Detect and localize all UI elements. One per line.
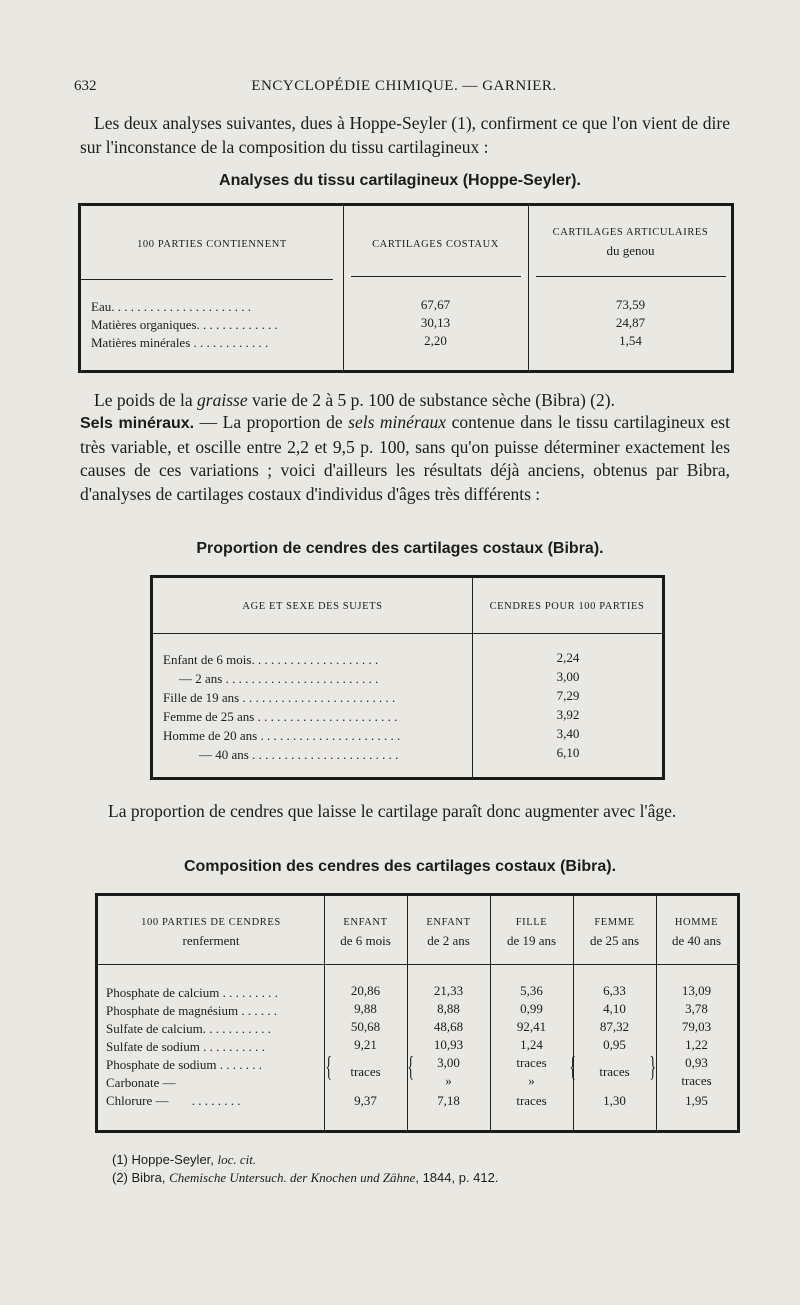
table2 — [150, 575, 665, 780]
graisse-paragraph: Le poids de la graisse varie de 2 à 5 p. 100 de substance sèche (Bibra) (2). — [94, 390, 615, 410]
t3-value: 0,95 — [603, 1037, 626, 1052]
t3-header-col-sub: de 40 ans — [671, 933, 722, 948]
t3-row-label: Phosphate de sodium . . . . . . . — [106, 1057, 262, 1072]
running-title: ENCYCLOPÉDIE CHIMIQUE. — GARNIER. — [251, 78, 557, 94]
t2-value: 3,92 — [556, 707, 580, 722]
t3-header-col-sub: de 25 ans — [589, 933, 640, 948]
t3-row-label: Phosphate de magnésium . . . . . . — [106, 1003, 278, 1018]
t3-header-col-sub: de 2 ans — [427, 933, 470, 948]
t1-header-articulaires: CARTILAGES ARTICULAIRES — [552, 227, 709, 238]
table2-title: Proportion de cendres des cartilages costaux (Bibra). — [196, 540, 604, 557]
t2-value: 6,10 — [556, 745, 580, 760]
t3-value: 6,33 — [603, 983, 626, 998]
footnote: (2) Bibra, Chemische Untersuch. der Knochen und Zähne, 1844, p. 412. — [112, 1170, 499, 1185]
t3-value: 5,36 — [520, 983, 543, 998]
t3-header-col-sub: de 19 ans — [506, 933, 557, 948]
t3-value: traces — [681, 1073, 712, 1088]
t1-articulaires-value: 1,54 — [619, 333, 642, 348]
t3-row-label: Carbonate — — [106, 1075, 176, 1090]
t1-costaux-value: 67,67 — [420, 297, 451, 312]
t3-header-col: FEMME — [594, 917, 635, 928]
t3-header-col: FILLE — [515, 917, 548, 928]
t1-articulaires-value: 24,87 — [615, 315, 646, 330]
t1-articulaires-value: 73,59 — [615, 297, 646, 312]
sels-paragraph: Sels minéraux. — La proportion de sels minéraux contenue dans le tissu cartilagineux est très variable, et oscille entre 2,2 et 9,5 p. 100, sans qu'on puisse déterminer exactement les causes de ces variations ; voici d'ailleurs les résultats déjà anciens, obtenus par Bibra, d'analyses de cartilages costaux d'individus d'âges très différents : — [80, 412, 730, 504]
t2-value: 3,00 — [556, 669, 580, 684]
t3-value: traces — [516, 1093, 547, 1108]
t2-row-label: — 40 ans . . . . . . . . . . . . . . . . . . . . . . . — [199, 747, 399, 762]
t3-value: 3,00 — [437, 1055, 460, 1070]
t2-row-label: Fille de 19 ans . . . . . . . . . . . . . . . . . . . . . . . . — [163, 690, 396, 705]
t3-value: 87,32 — [599, 1019, 630, 1034]
t2-row-label: Homme de 20 ans . . . . . . . . . . . . . . . . . . . . . . — [163, 728, 401, 743]
t3-value: 1,24 — [520, 1037, 543, 1052]
table1 — [78, 203, 734, 373]
t3-header-label-sub: renferment — [182, 933, 240, 948]
t2-row-label: Femme de 25 ans . . . . . . . . . . . . . . . . . . . . . . — [163, 709, 398, 724]
t3-value: 9,88 — [354, 1001, 377, 1016]
t2-header-age: AGE ET SEXE DES SUJETS — [242, 601, 383, 612]
page-header — [74, 76, 734, 100]
page-number: 632 — [74, 78, 97, 94]
t3-merged-traces: traces — [599, 1064, 630, 1079]
t3-value: 4,10 — [603, 1001, 626, 1016]
t3-value: 79,03 — [681, 1019, 712, 1034]
t3-value: 13,09 — [681, 983, 712, 998]
t1-row-label: Eau. . . . . . . . . . . . . . . . . . . . . . — [91, 299, 251, 314]
t3-value: 9,21 — [354, 1037, 377, 1052]
t1-costaux-value: 30,13 — [420, 315, 451, 330]
table3 — [95, 893, 740, 1133]
t3-merged-traces: traces — [350, 1064, 381, 1079]
brace-icon: { — [569, 1052, 577, 1083]
t3-row-label: Phosphate de calcium . . . . . . . . . — [106, 985, 278, 1000]
brace-icon: } — [649, 1052, 657, 1083]
t3-value: 9,37 — [354, 1093, 377, 1108]
t2-header-cendres: CENDRES POUR 100 PARTIES — [489, 601, 645, 612]
table3-title: Composition des cendres des cartilages costaux (Bibra). — [183, 858, 617, 875]
t1-header-parties: 100 PARTIES CONTIENNENT — [137, 239, 287, 250]
t3-header-col: ENFANT — [426, 917, 471, 928]
t1-row-label: Matières minérales . . . . . . . . . . . . — [91, 335, 269, 350]
t1-header-genou: du genou — [606, 243, 655, 258]
t2-value: 3,40 — [556, 726, 580, 741]
t1-row-label: Matières organiques. . . . . . . . . . . . . — [91, 317, 278, 332]
intro-paragraph: Les deux analyses suivantes, dues à Hoppe-Seyler (1), confirment ce que l'on vient de dire sur l'inconstance de la composition du tissu cartilagineux : — [80, 113, 730, 157]
t3-value: 1,30 — [603, 1093, 626, 1108]
t3-value: 48,68 — [433, 1019, 464, 1034]
t3-value: 50,68 — [350, 1019, 381, 1034]
t3-row-label: Sulfate de calcium. . . . . . . . . . . — [106, 1021, 271, 1036]
t2-value: 2,24 — [556, 650, 580, 665]
t3-value: 8,88 — [437, 1001, 460, 1016]
brace-icon: { — [407, 1052, 415, 1083]
t3-value: 92,41 — [516, 1019, 547, 1034]
footnote: (1) Hoppe-Seyler, loc. cit. — [112, 1152, 257, 1167]
table1-title: Analyses du tissu cartilagineux (Hoppe-Seyler). — [219, 172, 581, 189]
t3-header-col: HOMME — [674, 917, 719, 928]
t3-value: 3,78 — [685, 1001, 708, 1016]
t1-costaux-value: 2,20 — [424, 333, 447, 348]
t3-value: 21,33 — [433, 983, 464, 998]
t2-value: 7,29 — [556, 688, 580, 703]
t3-value: 20,86 — [350, 983, 381, 998]
t2-row-label: Enfant de 6 mois. . . . . . . . . . . . . . . . . . . . — [163, 652, 379, 667]
t3-value: 7,18 — [437, 1093, 460, 1108]
t3-value: 0,99 — [520, 1001, 543, 1016]
t3-value: » — [528, 1073, 535, 1088]
t3-header-label: 100 PARTIES DE CENDRES — [141, 917, 281, 928]
t3-value: 1,95 — [685, 1093, 708, 1108]
t3-value: 0,93 — [685, 1055, 708, 1070]
t3-row-label: Chlorure — . . . . . . . . — [106, 1093, 241, 1108]
brace-icon: { — [325, 1052, 333, 1083]
t3-header-col-sub: de 6 mois — [340, 933, 391, 948]
t3-value: 10,93 — [433, 1037, 464, 1052]
t3-value: 1,22 — [685, 1037, 708, 1052]
t3-value: traces — [516, 1055, 547, 1070]
t2-row-label: — 2 ans . . . . . . . . . . . . . . . . . . . . . . . . — [179, 671, 379, 686]
t1-header-costaux: CARTILAGES COSTAUX — [372, 239, 499, 250]
t3-row-label: Sulfate de sodium . . . . . . . . . . — [106, 1039, 265, 1054]
t3-header-col: ENFANT — [343, 917, 388, 928]
t3-value: » — [445, 1073, 452, 1088]
middle-paragraph: La proportion de cendres que laisse le cartilage paraît donc augmenter avec l'âge. — [108, 801, 677, 821]
